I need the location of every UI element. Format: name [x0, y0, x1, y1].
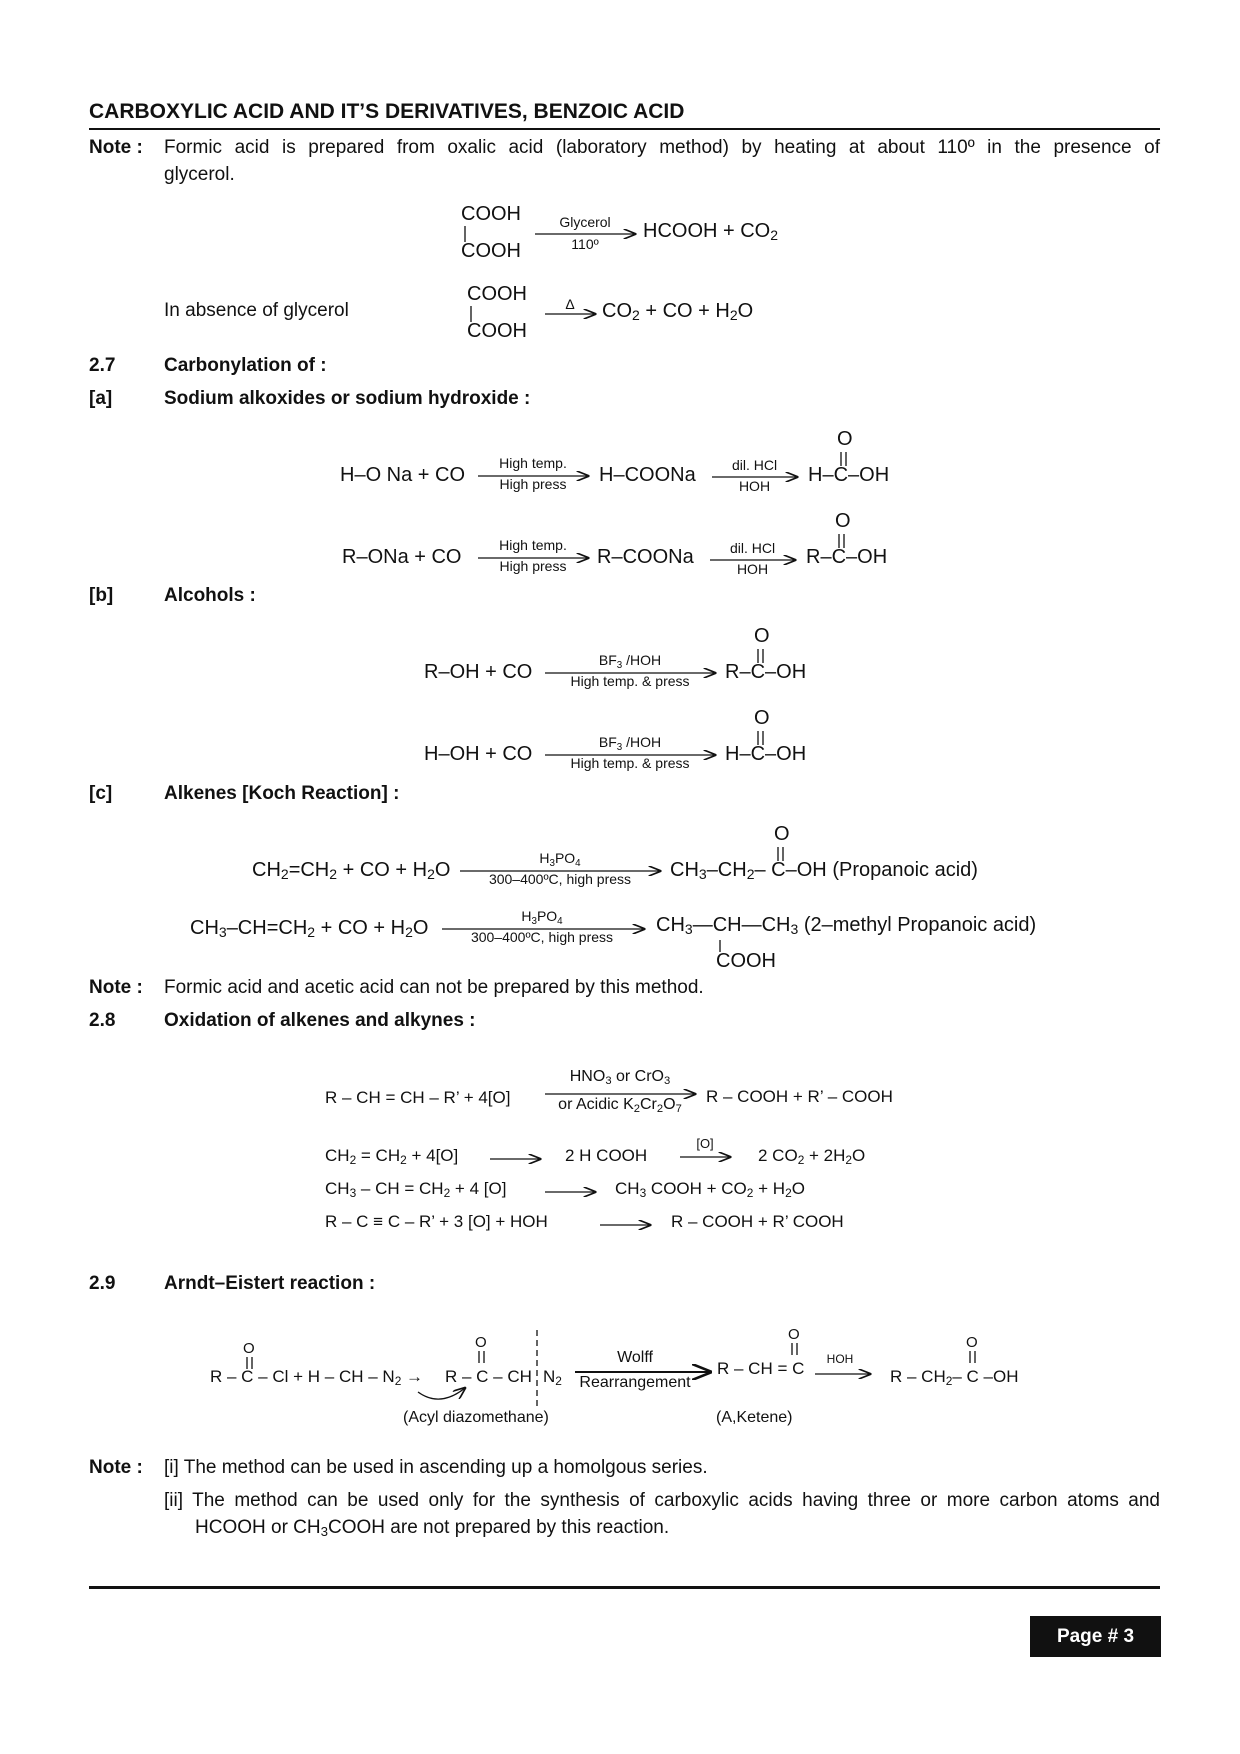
section-title: Alcohols :: [164, 585, 256, 606]
formula: $CH_3-CH=CH_2$ + CO + $H_2O$: [190, 917, 429, 940]
formula: $CH_2 = CH_2 + 4[O]$: [325, 1146, 459, 1167]
arrow-label: Rearrangement: [579, 1374, 691, 1391]
arrow-label: dil. HCl: [731, 457, 778, 473]
formula: R – COOH + R’ COOH: [671, 1212, 844, 1231]
note-text: [ii] The method can be used only for the synthesis of carboxylic acids having three or more carbon atoms and: [164, 1490, 1160, 1511]
arrow-label: $H_3PO_4$: [539, 850, 581, 869]
formula: H–C–OH: [808, 464, 890, 486]
label-text: In absence of glycerol: [164, 300, 349, 321]
formula: R–C–OH: [806, 546, 888, 568]
arrow-label: Δ: [565, 296, 575, 312]
arrow-label: dil. HCl: [729, 540, 776, 556]
arrow-label: High temp. & press: [570, 755, 690, 771]
note-label: Note :: [89, 137, 143, 158]
section-number: 2.7: [89, 355, 116, 376]
formula: $CH_3—CH—CH_3$ (2–methyl Propanoic acid): [656, 914, 1037, 937]
section-title: Carbonylation of :: [164, 355, 327, 376]
arrow-label: $HNO_3$ or CrO$_3$: [569, 1068, 671, 1087]
arrow-label: High temp.: [499, 537, 567, 553]
formula: R – C ≡ C – R’ + 3 [O] + HOH: [325, 1212, 548, 1231]
note-text: Formic acid and acetic acid can not be prepared by this method.: [164, 977, 704, 998]
arrow-label: or Acidic $K_2Cr_2O_7$: [558, 1096, 682, 1115]
caption: (Acyl diazomethane): [403, 1409, 549, 1426]
section-title: Sodium alkoxides or sodium hydroxide :: [164, 388, 531, 409]
formula: O: [788, 1326, 800, 1343]
formula: O: [835, 510, 851, 532]
arrow-label: High press: [499, 476, 567, 492]
section-title: Oxidation of alkenes and alkynes :: [164, 1010, 476, 1031]
formula: $N_2$: [543, 1367, 562, 1388]
formula: O: [966, 1334, 978, 1351]
arrow-label: [O]: [696, 1136, 714, 1151]
arrow-label: Wolff: [617, 1349, 653, 1366]
formula: 2 H COOH: [565, 1146, 648, 1165]
formula: R–C–OH: [725, 661, 807, 683]
arrow-label: Glycerol: [559, 214, 611, 230]
arrow-label: $BF_3$ /HOH: [598, 734, 662, 753]
formula: R–OH + CO: [424, 661, 533, 683]
formula: $CH_3$ COOH + $CO_2 + H_2O$: [615, 1179, 805, 1200]
formula: R – CH = C: [717, 1359, 805, 1378]
formula: H–COONa: [599, 464, 696, 486]
formula: H–O Na + CO: [340, 464, 466, 486]
formula: R – COOH + R’ – COOH: [706, 1087, 893, 1106]
formula: 2 $CO_2 + 2H_2O$: [758, 1146, 866, 1167]
formula: O: [837, 428, 853, 450]
formula: R–ONa + CO: [342, 546, 462, 568]
formula: R – CH = CH – R’ + 4[O]: [325, 1088, 511, 1107]
section-title: Arndt–Eistert reaction :: [164, 1273, 376, 1294]
formula: $CH_3$ – CH = $CH_2 + 4$ [O]: [325, 1179, 507, 1200]
formula: H–OH + CO: [424, 743, 533, 765]
section-title: Alkenes [Koch Reaction] :: [164, 783, 400, 804]
formula: COOH: [461, 240, 521, 262]
formula: R – $CH_2-$ C –OH: [890, 1367, 1019, 1388]
arrow-label: High temp. & press: [570, 673, 690, 689]
formula: COOH: [716, 950, 776, 972]
arrow-label: $BF_3$ /HOH: [598, 652, 662, 671]
note-text: glycerol.: [164, 164, 235, 185]
arrow-label: HOH: [826, 1352, 854, 1366]
arrow-label: High press: [499, 558, 567, 574]
formula: R – C – CH: [445, 1367, 532, 1386]
formula: COOH: [461, 203, 521, 225]
section-number: [b]: [89, 585, 114, 606]
note-text: [i] The method can be used in ascending up a homolgous series.: [164, 1457, 708, 1478]
formula: HCOOH + $CO_2$: [643, 220, 779, 243]
note-label: Note :: [89, 977, 143, 998]
caption: (A,Ketene): [716, 1409, 793, 1426]
formula: H–C–OH: [725, 743, 807, 765]
arrow-label: 110º: [571, 236, 599, 252]
section-number: 2.9: [89, 1273, 116, 1294]
arrow-label: 300–400ºC, high press: [470, 929, 614, 945]
arrow-label: HOH: [736, 561, 769, 577]
page-title: CARBOXYLIC ACID AND IT’S DERIVATIVES, BENZOIC ACID: [89, 100, 685, 123]
note-label: Note :: [89, 1457, 143, 1478]
formula: $CH_3-CH_2-$ C–OH (Propanoic acid): [670, 859, 978, 882]
formula: $CH_2=CH_2$ + CO + $H_2O$: [252, 859, 451, 882]
formula: O: [774, 823, 790, 845]
formula: O: [754, 625, 770, 647]
formula: R – C – Cl + H – CH – $N_2$ →: [210, 1367, 424, 1388]
formula: $CO_2$ + CO + $H_2O$: [602, 300, 754, 323]
formula: O: [754, 707, 770, 729]
formula: R–COONa: [597, 546, 694, 568]
formula: O: [243, 1340, 255, 1357]
section-number: [c]: [89, 783, 113, 804]
formula: COOH: [467, 283, 527, 305]
section-number: 2.8: [89, 1010, 116, 1031]
arrow-label: 300–400ºC, high press: [488, 871, 632, 887]
note-text: HCOOH or $CH_3COOH$ are not prepared by this reaction.: [195, 1517, 670, 1539]
arrow-label: $H_3PO_4$: [521, 908, 563, 927]
section-number: [a]: [89, 388, 113, 409]
formula: O: [475, 1334, 487, 1351]
arrow-label: High temp.: [499, 455, 567, 471]
page-number-badge: Page # 3: [1030, 1616, 1161, 1657]
note-text: Formic acid is prepared from oxalic acid (laboratory method) by heating at about 110º in the presence of: [164, 137, 1160, 158]
arrow-label: HOH: [738, 478, 771, 494]
formula: COOH: [467, 320, 527, 342]
